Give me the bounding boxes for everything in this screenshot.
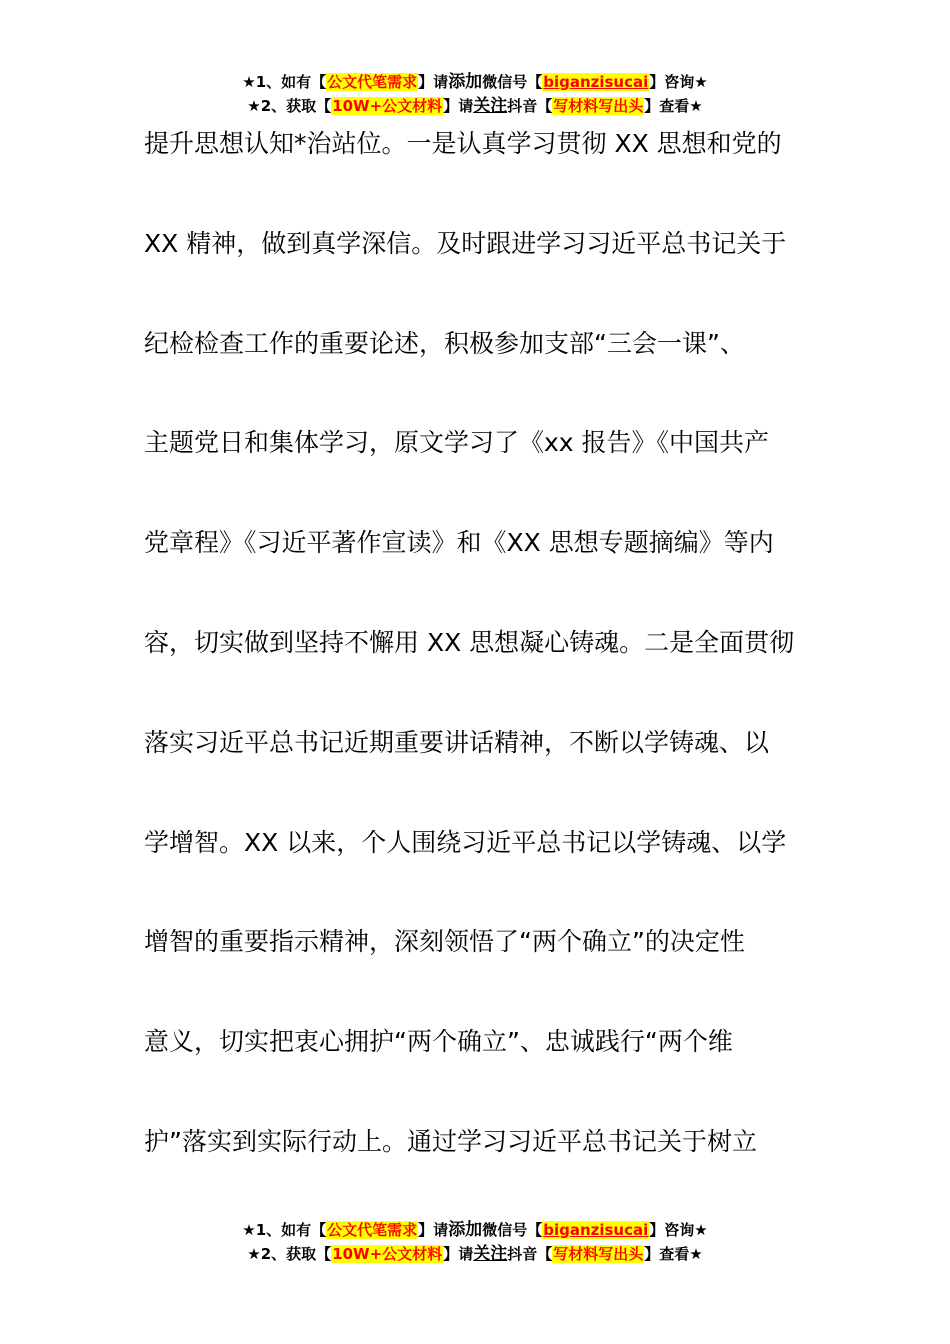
document-body [144, 120, 824, 1218]
body-line: 主题党日和集体学习，原文学习了《xx 报告》《中国共产 [144, 428, 770, 458]
promo-text: 】请 [418, 73, 449, 91]
promo-text: 】请 [418, 1221, 449, 1239]
promo-text: 】咨询★ [649, 1221, 708, 1239]
body-line: 落实习近平总书记近期重要讲话精神，不断以学铸魂、以 [144, 727, 770, 757]
promo-highlight-service: 公文代笔需求 [327, 1221, 418, 1239]
body-line: 容，切实做到坚持不懈用 XX 思想凝心铸魂。二是全面贯彻 [144, 627, 795, 657]
footer-promo-banner [0, 1218, 950, 1266]
body-line: 纪检检查工作的重要论述，积极参加支部“三会一课”、 [144, 328, 745, 358]
body-line: 护”落实到实际行动上。通过学习习近平总书记关于树立 [144, 1126, 757, 1156]
promo-highlight-materials: 10W+公文材料 [332, 97, 443, 115]
promo-text: ★2、获取【 [247, 97, 332, 115]
promo-text: 抖音【 [507, 1245, 553, 1263]
body-line: 学增智。XX 以来，个人围绕习近平总书记以学铸魂、以学 [144, 827, 787, 857]
promo-highlight-douyin[interactable]: 写材料写出头 [553, 1245, 644, 1263]
promo-line-2 [0, 1242, 950, 1266]
promo-highlight-wechat-id[interactable]: biganzisucai [543, 1221, 649, 1239]
body-line: 意义，切实把衷心拥护“两个确立”、忠诚践行“两个维 [144, 1027, 733, 1057]
promo-highlight-douyin[interactable]: 写材料写出头 [553, 97, 644, 115]
body-line: XX 精神，做到真学深信。及时跟进学习习近平总书记关于 [144, 228, 787, 258]
promo-text: 】查看★ [644, 1245, 703, 1263]
promo-text: 】请 [443, 1245, 474, 1263]
body-line: 增智的重要指示精神，深刻领悟了“两个确立”的决定性 [144, 927, 745, 957]
promo-text: 】查看★ [644, 97, 703, 115]
promo-text: 微信号【 [482, 73, 543, 91]
promo-text-emphasis: 添加 [448, 1220, 483, 1240]
promo-text: 】请 [443, 97, 474, 115]
promo-text: ★1、如有【 [242, 1221, 327, 1239]
promo-text: 】咨询★ [649, 73, 708, 91]
promo-text-emphasis: 关注 [473, 1244, 508, 1264]
promo-highlight-service: 公文代笔需求 [327, 73, 418, 91]
promo-highlight-wechat-id[interactable]: biganzisucai [543, 73, 649, 91]
promo-text: 抖音【 [507, 97, 553, 115]
header-promo-banner [0, 70, 950, 118]
promo-line-1 [0, 70, 950, 94]
promo-text: ★2、获取【 [247, 1245, 332, 1263]
promo-text-emphasis: 关注 [473, 96, 508, 116]
promo-text-emphasis: 添加 [448, 72, 483, 92]
promo-line-2 [0, 94, 950, 118]
body-line: 党章程》《习近平著作宣读》和《XX 思想专题摘编》等内 [144, 528, 774, 558]
promo-highlight-materials: 10W+公文材料 [332, 1245, 443, 1263]
promo-line-1 [0, 1218, 950, 1242]
body-line: 提升思想认知*治站位。一是认真学习贯彻 XX 思想和党的 [144, 129, 782, 158]
promo-text: 微信号【 [482, 1221, 543, 1239]
promo-text: ★1、如有【 [242, 73, 327, 91]
